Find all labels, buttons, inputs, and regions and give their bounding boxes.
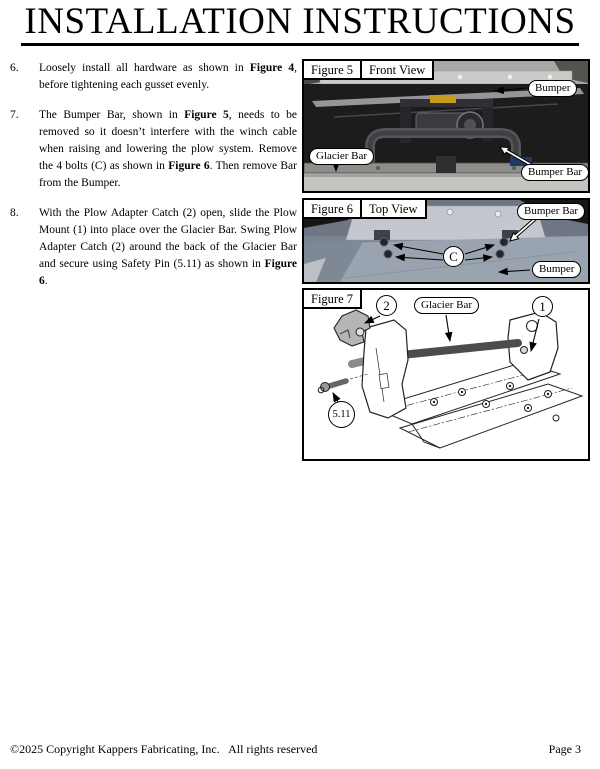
instruction-text: Loosely install all hardware as shown in Figure 4, before tightening each gusset evenly.	[39, 62, 297, 91]
callout-glacier-bar: Glacier Bar	[414, 297, 479, 314]
figure-7-header	[302, 288, 362, 309]
figure-5-header	[302, 59, 434, 80]
instruction-number: 6.	[10, 62, 19, 74]
figure-label: Figure 7	[302, 288, 362, 309]
callout-c: C	[443, 246, 464, 267]
instruction-item-7	[10, 107, 297, 192]
footer-page-number: Page 3	[548, 742, 581, 756]
figure-label: Figure 6	[302, 198, 362, 219]
callout-2: 2	[376, 295, 397, 316]
figure-7	[302, 288, 590, 461]
figure-label: Figure 5	[302, 59, 362, 80]
figure-5	[302, 59, 590, 193]
figure-6	[302, 198, 590, 284]
instruction-text: With the Plow Adapter Catch (2) open, slide the Plow Mount (1) into place over the Glacier Bar. Swing Plow Adapter Catch (2) around the back of the Glacier Bar and secure using Safety Pin (5.11) as shown in Figure 6.	[39, 207, 297, 287]
callout-bumper-bar: Bumper Bar	[521, 164, 589, 181]
instruction-number: 8.	[10, 207, 19, 219]
callout-bumper-bar: Bumper Bar	[517, 203, 585, 220]
figures-column	[302, 59, 590, 461]
instruction-item-6	[10, 60, 297, 94]
page-title: INSTALLATION INSTRUCTIONS	[21, 1, 578, 46]
callout-glacier-bar: Glacier Bar	[309, 148, 374, 165]
figure-view-label: Front View	[360, 59, 434, 80]
callout-5-11: 5.11	[328, 401, 355, 428]
figure-view-label: Top View	[360, 198, 427, 219]
instruction-list	[10, 60, 297, 303]
footer-copyright: ©2025 Copyright Kappers Fabricating, Inc. All rights reserved	[10, 742, 318, 756]
callout-bumper: Bumper	[528, 80, 577, 97]
callout-bumper: Bumper	[532, 261, 581, 278]
instruction-text: The Bumper Bar, shown in Figure 5, needs to be removed so it doesn’t interfere with the winch cable when raising and lowering the plow system. Remove the 4 bolts (C) as shown in Figure 6. Then remove Bar from the Bumper.	[39, 109, 297, 189]
figure-6-header	[302, 198, 427, 219]
callout-1: 1	[532, 296, 553, 317]
instruction-number: 7.	[10, 109, 19, 121]
instruction-item-8	[10, 205, 297, 290]
title-block	[0, 1, 600, 46]
